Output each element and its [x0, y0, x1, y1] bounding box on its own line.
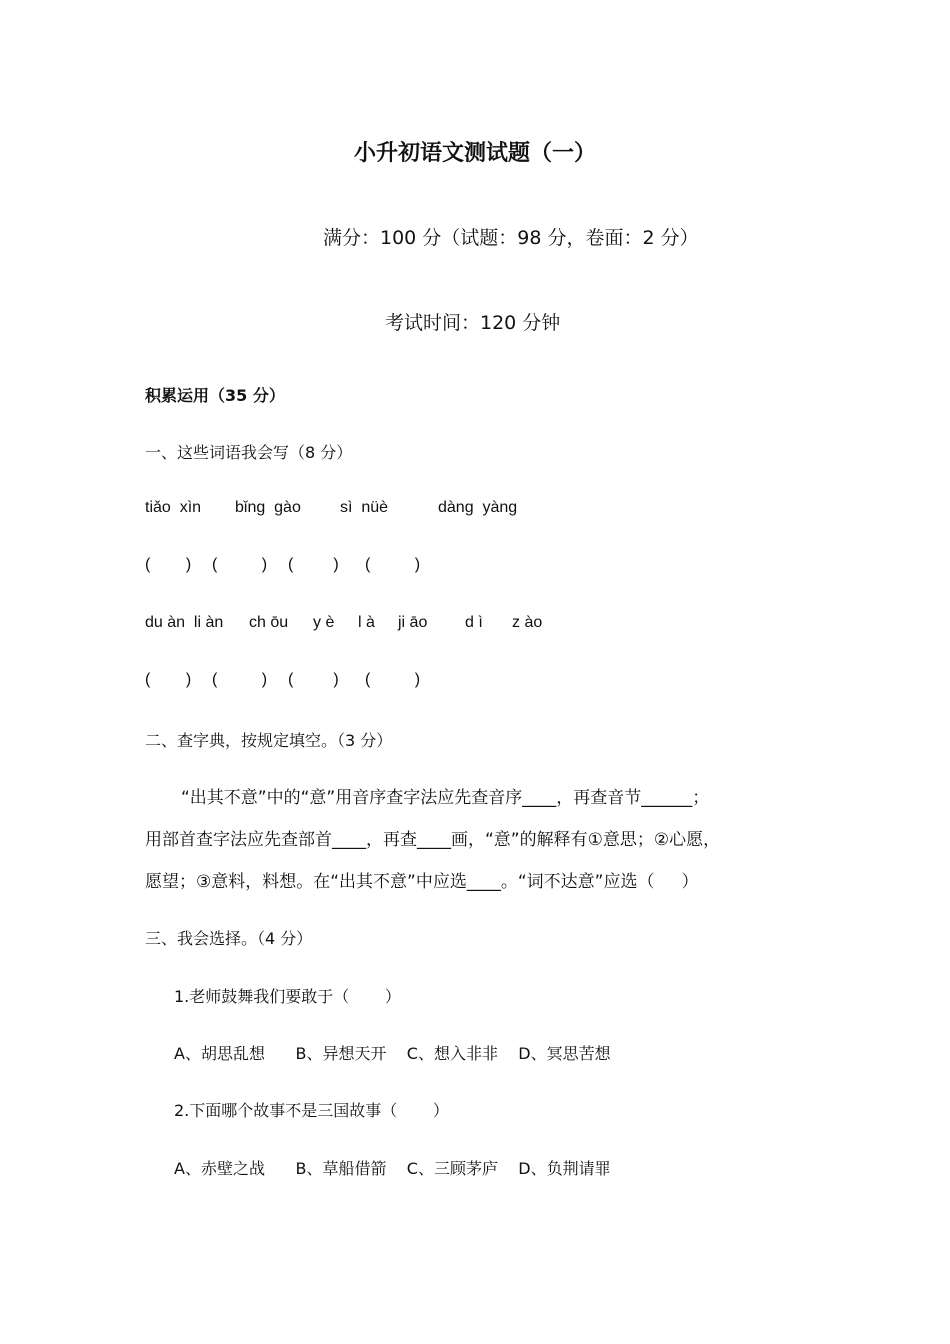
- answer-blank[interactable]: ( ): [145, 556, 192, 573]
- answer-blank[interactable]: ( ): [212, 671, 268, 688]
- answer-blank[interactable]: ( ): [365, 556, 421, 573]
- q3-title: 三、我会选择。（4 分）: [145, 929, 313, 948]
- q1-title: 一、这些词语我会写（8 分）: [145, 443, 353, 462]
- q1-bracket-row-1: [145, 556, 845, 580]
- pinyin-word: du àn li àn: [145, 614, 224, 631]
- answer-blank[interactable]: ( ): [288, 671, 339, 688]
- q1-pinyin-row-1: [145, 499, 845, 523]
- answer-blank[interactable]: ( ): [145, 671, 192, 688]
- score-info: 满分：100 分（试题：98 分，卷面：2 分）: [323, 227, 699, 249]
- q2-line-3: 愿望；③意料，料想。在“出其不意”中应选____。“词不达意”应选（ ）: [145, 872, 699, 892]
- pinyin-word: ji āo: [398, 614, 428, 631]
- q2-paragraph: [145, 783, 835, 909]
- q1-pinyin-row-2: [145, 614, 845, 638]
- q3-question-1: 1.老师鼓舞我们要敢于（ ）: [174, 987, 401, 1006]
- section-header: 积累运用（35 分）: [145, 386, 285, 405]
- pinyin-word: sì nüè: [340, 499, 389, 516]
- pinyin-word: l à: [358, 614, 375, 631]
- pinyin-word: bǐng gào: [235, 499, 301, 516]
- answer-blank[interactable]: ( ): [212, 556, 268, 573]
- q2-line-2: 用部首查字法应先查部首____，再查____画，“意”的解释有①意思；②心愿，: [145, 830, 721, 850]
- q3-question-2: 2.下面哪个故事不是三国故事（ ）: [174, 1101, 449, 1120]
- pinyin-word: ch ōu: [249, 614, 289, 631]
- q3-options-1: A、胡思乱想 B、异想天开 C、想入非非 D、冥思苦想: [174, 1044, 611, 1063]
- q2-title: 二、查字典，按规定填空。（3 分）: [145, 731, 393, 750]
- pinyin-word: tiǎo xìn: [145, 499, 202, 516]
- pinyin-word: z ào: [512, 614, 543, 631]
- page-title: 小升初语文测试题（一）: [353, 141, 596, 166]
- q3-options-2: A、赤壁之战 B、草船借箭 C、三顾茅庐 D、负荆请罪: [174, 1159, 611, 1178]
- pinyin-word: y è: [313, 614, 335, 631]
- time-info: 考试时间：120 分钟: [385, 312, 561, 334]
- pinyin-word: d ì: [465, 614, 483, 631]
- q1-bracket-row-2: [145, 671, 845, 695]
- answer-blank[interactable]: ( ): [365, 671, 421, 688]
- answer-blank[interactable]: ( ): [288, 556, 339, 573]
- pinyin-word: dàng yàng: [438, 499, 518, 516]
- q2-line-1: “出其不意”中的“意”用音序查字法应先查音序____，再查音节______；: [181, 788, 710, 808]
